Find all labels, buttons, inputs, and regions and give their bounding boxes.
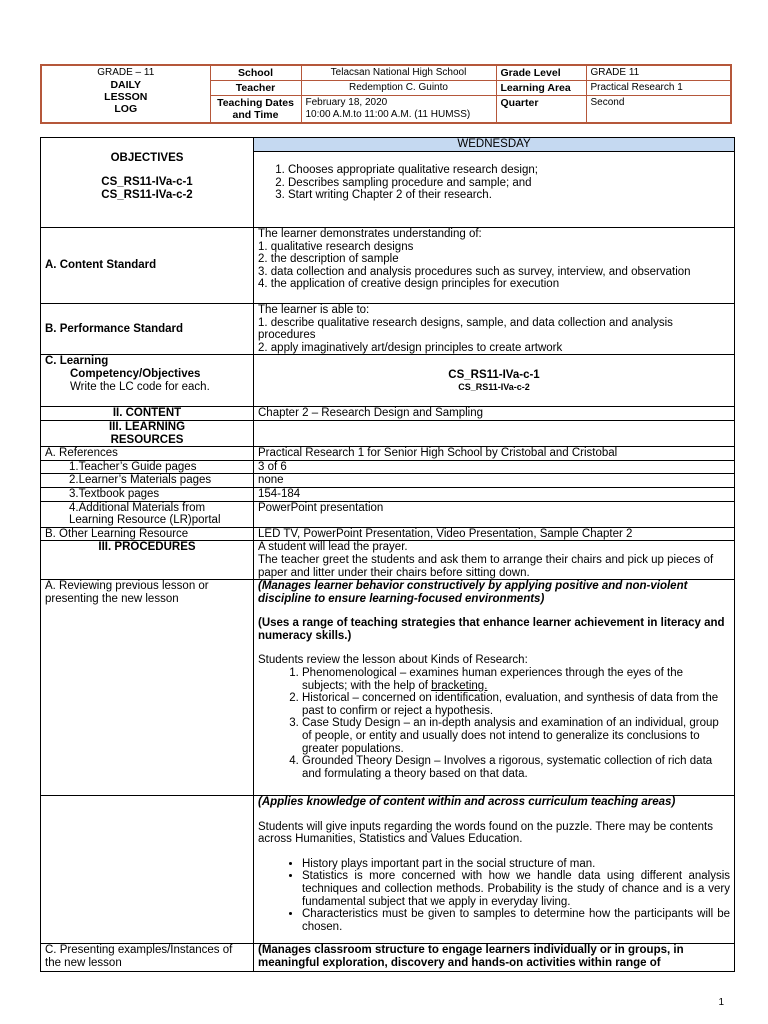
research-kind-item xyxy=(302,667,730,692)
grade-level-value: GRADE 11 xyxy=(586,65,731,81)
purpose-bullet: • History plays important part in the social structure of man. xyxy=(302,858,730,871)
page-number: 1 xyxy=(718,997,724,1008)
other-resource-label: B. Other Learning Resource xyxy=(41,527,254,541)
resources-label-1: III. LEARNING xyxy=(108,420,186,433)
research-kind-item: 3. Case Study Design – an in-depth analysis and examination of an individual, group of people, or entity and usually does not intend to generalize its conclusions to greater populations. xyxy=(302,717,730,755)
competency-codes-cell xyxy=(254,355,735,407)
objective-item: 1. Chooses appropriate qualitative research design; xyxy=(288,164,730,177)
competency-code-2: CS_RS11-IVa-c-2 xyxy=(458,381,530,392)
dll-title-daily: DAILY xyxy=(110,79,142,91)
purpose-cell xyxy=(254,796,735,944)
objectives-label: OBJECTIVES xyxy=(110,151,184,164)
other-resource-value: LED TV, PowerPoint Presentation, Video Presentation, Sample Chapter 2 xyxy=(254,527,735,541)
resources-label-2: RESOURCES xyxy=(110,433,184,446)
procedures-line-2: The teacher greet the students and ask them to arrange their chairs and pick up pieces of paper and litter under their chairs before sitting down. xyxy=(258,553,714,579)
additional-materials-label-1: 4.Additional Materials from xyxy=(69,501,206,514)
content-label: II. CONTENT xyxy=(41,407,254,421)
review-label: A. Reviewing previous lesson or presenting the new lesson xyxy=(41,580,254,796)
review-bold-1: (Manages learner behavior constructively by applying positive and non-violent discipline to ensure learning-focused environments) xyxy=(258,580,688,605)
learning-area-value: Practical Research 1 xyxy=(586,81,731,96)
quarter-value: Second xyxy=(586,96,731,124)
header-table xyxy=(40,64,732,124)
school-value: Telacsan National High School xyxy=(301,65,496,81)
objectives-list-cell xyxy=(254,152,735,228)
competency-label-2: Competency/Objectives xyxy=(70,367,201,380)
day-blank-cell xyxy=(41,138,254,152)
performance-standard-line: 2. apply imaginatively art/design principles to create artwork xyxy=(258,341,563,354)
content-standard-line: 2. the description of sample xyxy=(258,253,399,266)
learners-materials-value: none xyxy=(254,474,735,488)
content-standard-line: The learner demonstrates understanding of: xyxy=(258,228,482,240)
procedures-label: III. PROCEDURES xyxy=(41,541,254,580)
teachers-guide-label: 1.Teacher’s Guide pages xyxy=(41,460,254,474)
dates-value-time: 10:00 A.M.to 11:00 A.M. (11 HUMSS) xyxy=(305,109,471,120)
competency-label-cell xyxy=(41,355,254,407)
examples-bold: (Manages classroom structure to engage learners individually or in groups, in meaningful exploration, discovery and hands-on activities within range of xyxy=(254,944,735,972)
dates-value-date: February 18, 2020 xyxy=(305,97,388,108)
research-kind-item: 2. Historical – concerned on identification, evaluation, and synthesis of data from the past to confirm or reject a hypothesis. xyxy=(302,692,730,717)
content-standard-line: 4. the application of creative design principles for execution xyxy=(258,278,560,291)
examples-label: C. Presenting examples/Instances of the new lesson xyxy=(41,944,254,972)
purpose-bullets xyxy=(258,858,730,934)
content-standard-line: 1. qualitative research designs xyxy=(258,240,414,253)
competency-code-1: CS_RS11-IVa-c-1 xyxy=(448,369,540,382)
competency-label-1: C. Learning xyxy=(45,355,109,368)
procedures-cell xyxy=(254,541,735,580)
objectives-code-2: CS_RS11-IVa-c-2 xyxy=(101,188,193,201)
objectives-code-1: CS_RS11-IVa-c-1 xyxy=(101,176,193,189)
resources-blank-cell xyxy=(254,420,735,446)
objectives-label-cell xyxy=(41,152,254,228)
content-standard-label: A. Content Standard xyxy=(41,228,254,304)
purpose-bold: (Applies knowledge of content within and across curriculum teaching areas) xyxy=(258,796,676,809)
purpose-label-cell xyxy=(41,796,254,944)
content-standard-line: 3. data collection and analysis procedures such as survey, interview, and observation xyxy=(258,265,691,278)
references-label: A. References xyxy=(41,447,254,461)
learners-materials-label: 2.Learner’s Materials pages xyxy=(41,474,254,488)
objective-item: 3. Start writing Chapter 2 of their research. xyxy=(288,189,730,202)
school-label: School xyxy=(210,65,301,81)
dates-value xyxy=(301,96,496,124)
performance-standard-line: The learner is able to: xyxy=(258,304,370,316)
day-header: WEDNESDAY xyxy=(254,138,735,152)
additional-materials-label-cell xyxy=(41,501,254,527)
performance-standard-label: B. Performance Standard xyxy=(41,304,254,355)
dates-label: Teaching Dates and Time xyxy=(210,96,301,124)
competency-label-3: Write the LC code for each. xyxy=(70,380,210,393)
objective-item: 2. Describes sampling procedure and sample; and xyxy=(288,177,730,190)
dll-title-cell xyxy=(41,65,210,123)
purpose-bullet: • Statistics is more concerned with how we handle data using different analysis techniques and collection methods. Probability is the study of chance and is a very fundamental subject that we apply in everyday living. xyxy=(302,870,730,908)
purpose-intro: Students will give inputs regarding the words found on the puzzle. There may be contents across Humanities, Statistics and Values Education. xyxy=(258,820,713,846)
procedures-line-1: A student will lead the prayer. xyxy=(258,541,408,554)
content-standard-cell xyxy=(254,228,735,304)
dll-title-lesson: LESSON xyxy=(104,91,148,103)
review-bold-2: (Uses a range of teaching strategies that enhance learner achievement in literacy and numeracy skills.) xyxy=(258,617,725,642)
teacher-label: Teacher xyxy=(210,81,301,96)
dll-title-log: LOG xyxy=(114,103,138,115)
review-intro: Students review the lesson about Kinds of Research: xyxy=(258,654,528,667)
grade-level-label: Grade Level xyxy=(496,65,586,81)
performance-standard-cell xyxy=(254,304,735,355)
performance-standard-line: 1. describe qualitative research designs, sample, and data collection and analysis procedures xyxy=(258,316,673,342)
research-kind-text: Phenomenological – examines human experiences through the eyes of the subjects; with the help of xyxy=(302,667,684,692)
purpose-bullet: • Characteristics must be given to samples to determine how the participants will be chosen. xyxy=(302,908,730,933)
teacher-value: Redemption C. Guinto xyxy=(301,81,496,96)
bracketing-term: bracketing. xyxy=(431,679,488,692)
content-value: Chapter 2 – Research Design and Sampling xyxy=(254,407,735,421)
learning-area-label: Learning Area xyxy=(496,81,586,96)
textbook-pages-label: 3.Textbook pages xyxy=(41,487,254,501)
textbook-pages-value: 154-184 xyxy=(254,487,735,501)
lesson-log-table xyxy=(40,137,735,972)
research-kind-item: 4. Grounded Theory Design – Involves a rigorous, systematic collection of rich data and formulating a theory based on that data. xyxy=(302,755,730,780)
resources-label-cell xyxy=(41,420,254,446)
objectives-list xyxy=(258,164,730,202)
quarter-label: Quarter xyxy=(496,96,586,124)
research-kinds-list xyxy=(258,667,730,780)
references-value: Practical Research 1 for Senior High School by Cristobal and Cristobal xyxy=(254,447,735,461)
additional-materials-value: PowerPoint presentation xyxy=(254,501,735,527)
teachers-guide-value: 3 of 6 xyxy=(254,460,735,474)
additional-materials-label-2: Learning Resource (LR)portal xyxy=(69,514,221,527)
review-cell xyxy=(254,580,735,796)
grade-line: GRADE – 11 xyxy=(97,67,155,78)
